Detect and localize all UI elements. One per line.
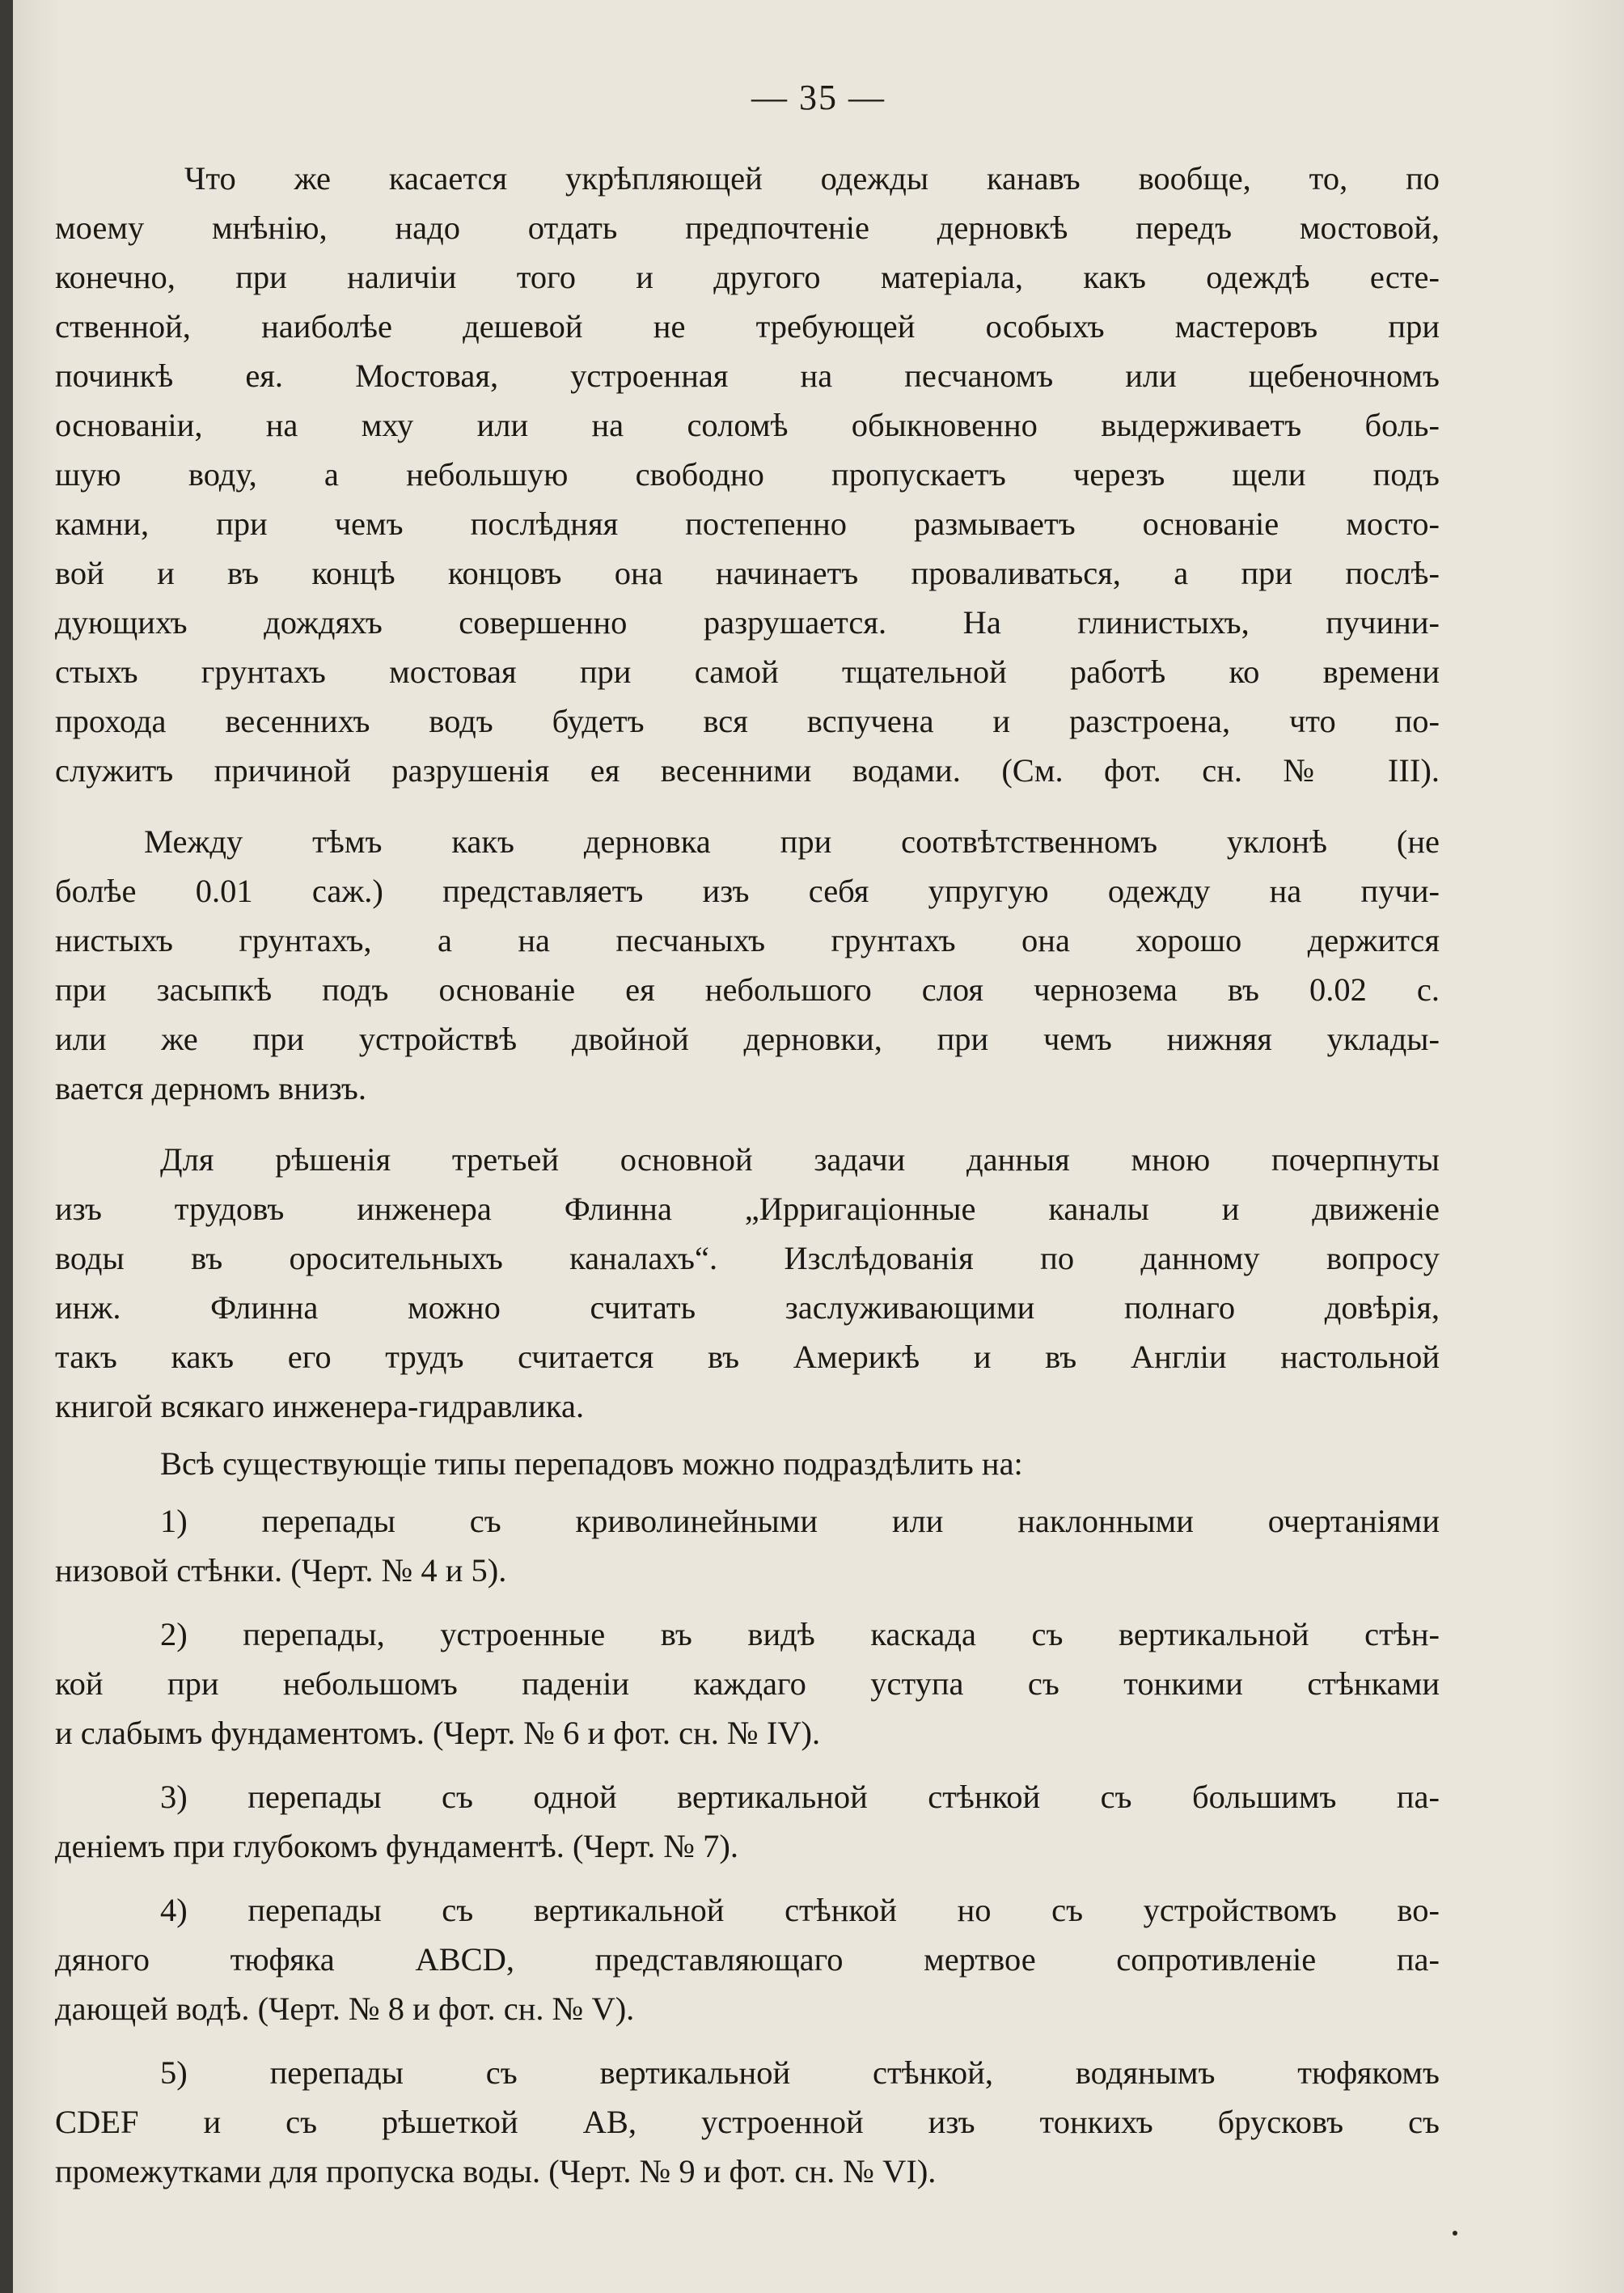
page-number: — 35 — bbox=[751, 78, 886, 117]
text-line: кой при небольшомъ паденіи каждаго уступа съ тонкими стѣнками bbox=[55, 1665, 1440, 1702]
text-line: прохода весеннихъ водъ будетъ вся вспучена и разстроена, что по- bbox=[55, 703, 1440, 739]
text-line: книгой всякаго инженера-гидравлика. bbox=[55, 1388, 585, 1424]
text-line: 2) перепады, устроенные въ видѣ каскада съ вертикальной стѣн- bbox=[160, 1616, 1440, 1652]
text-line: дующихъ дождяхъ совершенно разрушается. На глинистыхъ, пучини- bbox=[55, 604, 1440, 641]
text-line: болѣе 0.01 саж.) представляетъ изъ себя упругую одежду на пучи- bbox=[55, 873, 1440, 909]
text-line: и слабымъ фундаментомъ. (Черт. № 6 и фот. сн. № IV). bbox=[55, 1715, 821, 1751]
paragraph-1 bbox=[55, 154, 1440, 795]
text-line: дяного тюфяка ABCD, представляющаго мертвое сопротивленіе па- bbox=[55, 1941, 1440, 1978]
list-item-5 bbox=[55, 2048, 1440, 2196]
list-item-3 bbox=[55, 1772, 1440, 1871]
list-item-1 bbox=[55, 1496, 1440, 1595]
paragraph-2 bbox=[55, 817, 1440, 1113]
text-line: низовой стѣнки. (Черт. № 4 и 5). bbox=[55, 1552, 507, 1589]
list-item-2 bbox=[55, 1610, 1440, 1758]
text-line: Что же касается укрѣпляющей одежды канавъ вообще, то, по bbox=[184, 160, 1440, 197]
text-line: конечно, при наличіи того и другого матеріала, какъ одеждѣ есте- bbox=[55, 259, 1440, 295]
text-line: шую воду, а небольшую свободно пропускаетъ черезъ щели подъ bbox=[55, 456, 1440, 493]
text-line: изъ трудовъ инженера Флинна „Ирригаціонные каналы и движеніе bbox=[55, 1191, 1440, 1227]
ink-speck bbox=[1453, 2231, 1457, 2236]
text-line: 5) перепады съ вертикальной стѣнкой, водянымъ тюфякомъ bbox=[160, 2054, 1440, 2091]
text-line: 1) перепады съ криволинейными или наклонными очертаніями bbox=[160, 1503, 1440, 1539]
text-line: 3) перепады съ одной вертикальной стѣнкой съ большимъ па- bbox=[160, 1779, 1440, 1815]
text-line: или же при устройствѣ двойной дерновки, при чемъ нижняя уклады- bbox=[55, 1021, 1440, 1057]
text-line: камни, при чемъ послѣдняя постепенно размываетъ основаніе мосто- bbox=[55, 506, 1440, 542]
text-line: воды въ оросительныхъ каналахъ“. Изслѣдованія по данному вопросу bbox=[55, 1240, 1440, 1276]
text-line: Всѣ существующіе типы перепадовъ можно подраздѣлить на: bbox=[160, 1445, 1023, 1482]
scanned-page bbox=[13, 0, 1624, 2293]
paragraph-4 bbox=[55, 1439, 1440, 1488]
text-line: промежутками для пропуска воды. (Черт. № 9 и фот. сн. № VI). bbox=[55, 2153, 937, 2189]
paragraph-3 bbox=[55, 1135, 1440, 1431]
text-line: ственной, наиболѣе дешевой не требующей особыхъ мастеровъ при bbox=[55, 308, 1440, 345]
text-line: нистыхъ грунтахъ, а на песчаныхъ грунтахъ она хорошо держится bbox=[55, 922, 1440, 958]
text-line: починкѣ ея. Мостовая, устроенная на песчаномъ или щебеночномъ bbox=[55, 357, 1440, 394]
text-line: основаніи, на мху или на соломѣ обыкновенно выдерживаетъ боль- bbox=[55, 407, 1440, 443]
list-item-4 bbox=[55, 1885, 1440, 2033]
text-line: 4) перепады съ вертикальной стѣнкой но съ устройствомъ во- bbox=[160, 1892, 1440, 1928]
text-line: инж. Флинна можно считать заслуживающими полнаго довѣрія, bbox=[55, 1289, 1440, 1326]
text-line: моему мнѣнію, надо отдать предпочтеніе дерновкѣ передъ мостовой, bbox=[55, 209, 1440, 246]
text-line: вой и въ концѣ концовъ она начинаетъ проваливаться, а при послѣ- bbox=[55, 555, 1440, 591]
text-line: служитъ причиной разрушенія ея весенними водами. (См. фот. сн. № III). bbox=[55, 752, 1440, 789]
text-line: Для рѣшенія третьей основной задачи данныя мною почерпнуты bbox=[160, 1141, 1440, 1178]
text-line: CDEF и съ рѣшеткой AB, устроенной изъ тонкихъ брусковъ съ bbox=[55, 2104, 1440, 2140]
text-line: деніемъ при глубокомъ фундаментѣ. (Черт. № 7). bbox=[55, 1828, 739, 1864]
text-line: Между тѣмъ какъ дерновка при соотвѣтственномъ уклонѣ (не bbox=[144, 823, 1440, 860]
text-line: дающей водѣ. (Черт. № 8 и фот. сн. № V). bbox=[55, 1991, 635, 2027]
text-line: такъ какъ его трудъ считается въ Америкѣ и въ Англіи настольной bbox=[55, 1339, 1440, 1375]
text-line: вается дерномъ внизъ. bbox=[55, 1070, 366, 1106]
text-line: стыхъ грунтахъ мостовая при самой тщательной работѣ ко времени bbox=[55, 654, 1440, 690]
text-line: при засыпкѣ подъ основаніе ея небольшого слоя чернозема въ 0.02 с. bbox=[55, 971, 1440, 1008]
body-text bbox=[55, 154, 1440, 2196]
